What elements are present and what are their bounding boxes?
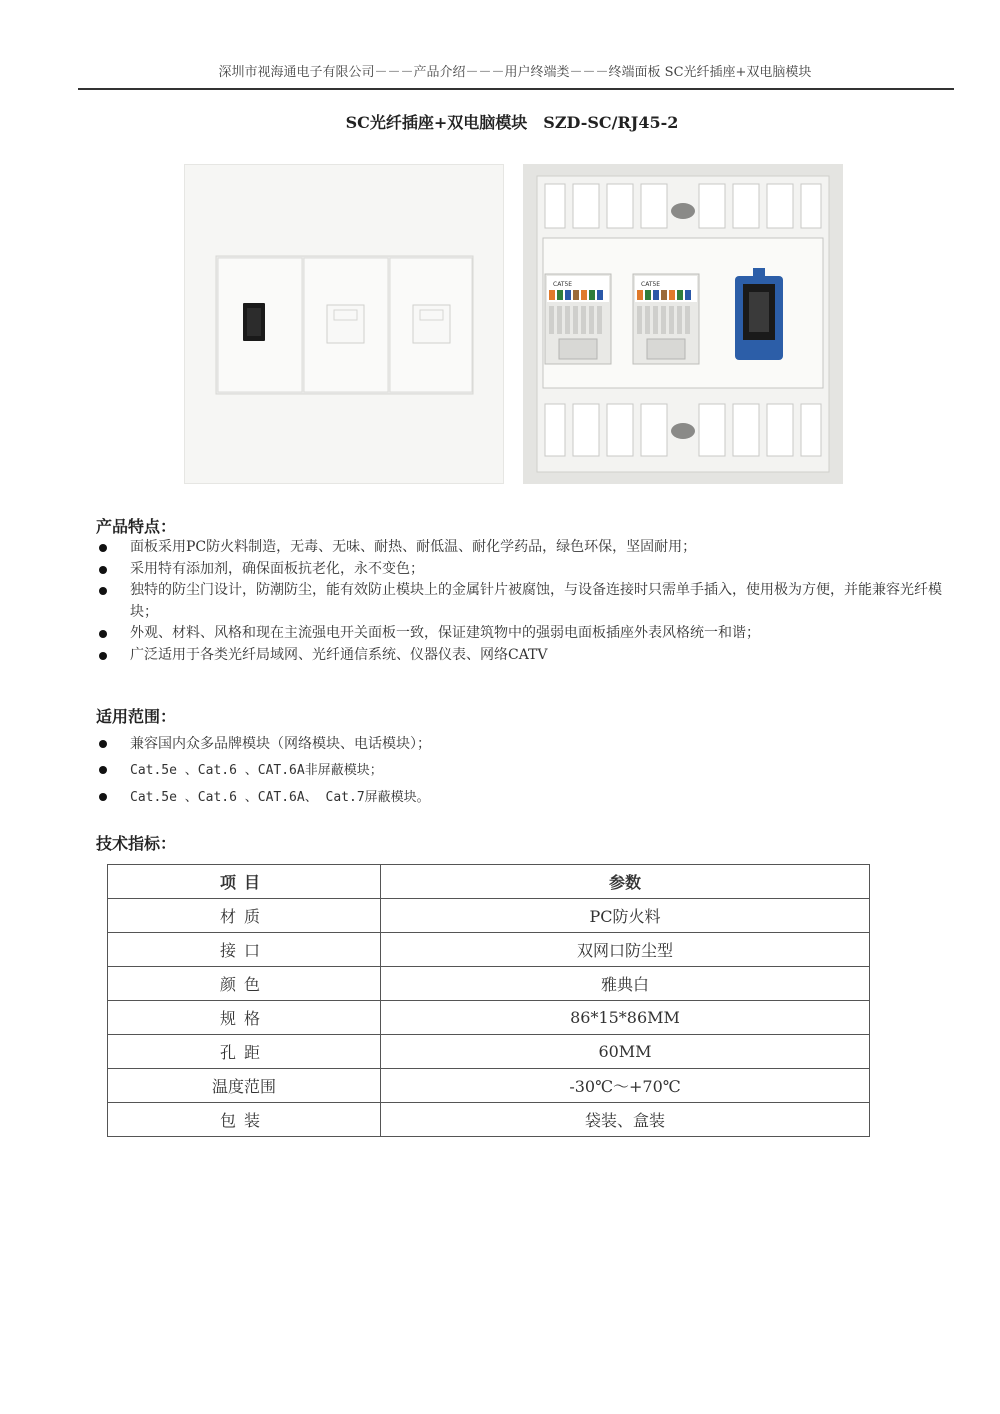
- table-header-row: [108, 865, 870, 899]
- list-item: 兼容国内众多品牌模块（网络模块、电话模块）；: [96, 731, 946, 757]
- cat5e-label-2: CAT5E: [641, 281, 661, 288]
- table-row: 孔距 60MM: [108, 1035, 870, 1069]
- bullet-icon: [99, 630, 107, 638]
- front-panel-illustration: [184, 164, 504, 484]
- list-item: Cat.5e 、Cat.6 、CAT.6A非屏蔽模块；: [96, 757, 946, 784]
- back-panel-photo: [523, 164, 843, 484]
- list-item: 面板采用PC防火料制造，无毒、无味、耐热、耐低温、耐化学药品，绿色环保，坚固耐用；: [96, 537, 946, 559]
- list-item: 广泛适用于各类光纤局域网、光纤通信系统、仪器仪表、网络CATV: [96, 645, 946, 667]
- table-row: 规格 86*15*86MM: [108, 1001, 870, 1035]
- bullet-icon: [99, 766, 107, 774]
- list-item: 独特的防尘门设计，防潮防尘，能有效防止模块上的金属针片被腐蚀，与设备连接时只需单手插入，使用极为方便，并能兼容光纤模块；: [96, 580, 946, 623]
- header-divider: [78, 88, 954, 90]
- list-item: 外观、材料、风格和现在主流强电开关面板一致，保证建筑物中的强弱电面板插座外表风格统一和谐；: [96, 623, 946, 645]
- table-row: 包装 袋装、盒装: [108, 1103, 870, 1137]
- rj45-module-back-2: [633, 274, 699, 364]
- rj45-dust-door-2: [413, 305, 450, 343]
- specs-heading: 技术指标：: [96, 834, 177, 853]
- features-list: [96, 537, 946, 666]
- product-title: SC光纤插座+双电脑模块 SZD-SC/RJ45-2: [345, 113, 679, 132]
- features-heading: 产品特点：: [96, 517, 177, 536]
- bullet-icon: [99, 793, 107, 801]
- column-header-param: 参数: [381, 865, 870, 899]
- rj45-dust-door-1: [327, 305, 364, 343]
- table-row: 材质 PC防火料: [108, 899, 870, 933]
- sc-fiber-adapter-back: [735, 268, 783, 360]
- scope-heading: 适用范围：: [96, 707, 177, 726]
- page-header: 深圳市视海通电子有限公司－－－产品介绍－－－用户终端类－－－终端面板 SC光纤插座+双电脑模块: [218, 65, 812, 80]
- scope-list: [96, 731, 946, 811]
- cat5e-label-1: CAT5E: [553, 281, 573, 288]
- column-header-item: 项目: [108, 865, 381, 899]
- list-item: 采用特有添加剂，确保面板抗老化，永不变色；: [96, 559, 946, 581]
- front-panel-photo: [184, 164, 504, 484]
- spec-table: [107, 864, 870, 1137]
- list-item: Cat.5e 、Cat.6 、CAT.6A、 Cat.7屏蔽模块。: [96, 784, 946, 811]
- back-panel-illustration: [523, 164, 843, 484]
- table-row: 颜色 雅典白: [108, 967, 870, 1001]
- bullet-icon: [99, 544, 107, 552]
- table-row: 温度范围 -30℃～+70℃: [108, 1069, 870, 1103]
- rj45-module-back-1: [545, 274, 611, 364]
- bullet-icon: [99, 740, 107, 748]
- table-row: 接口 双网口防尘型: [108, 933, 870, 967]
- bullet-icon: [99, 566, 107, 574]
- bullet-icon: [99, 587, 107, 595]
- bullet-icon: [99, 652, 107, 660]
